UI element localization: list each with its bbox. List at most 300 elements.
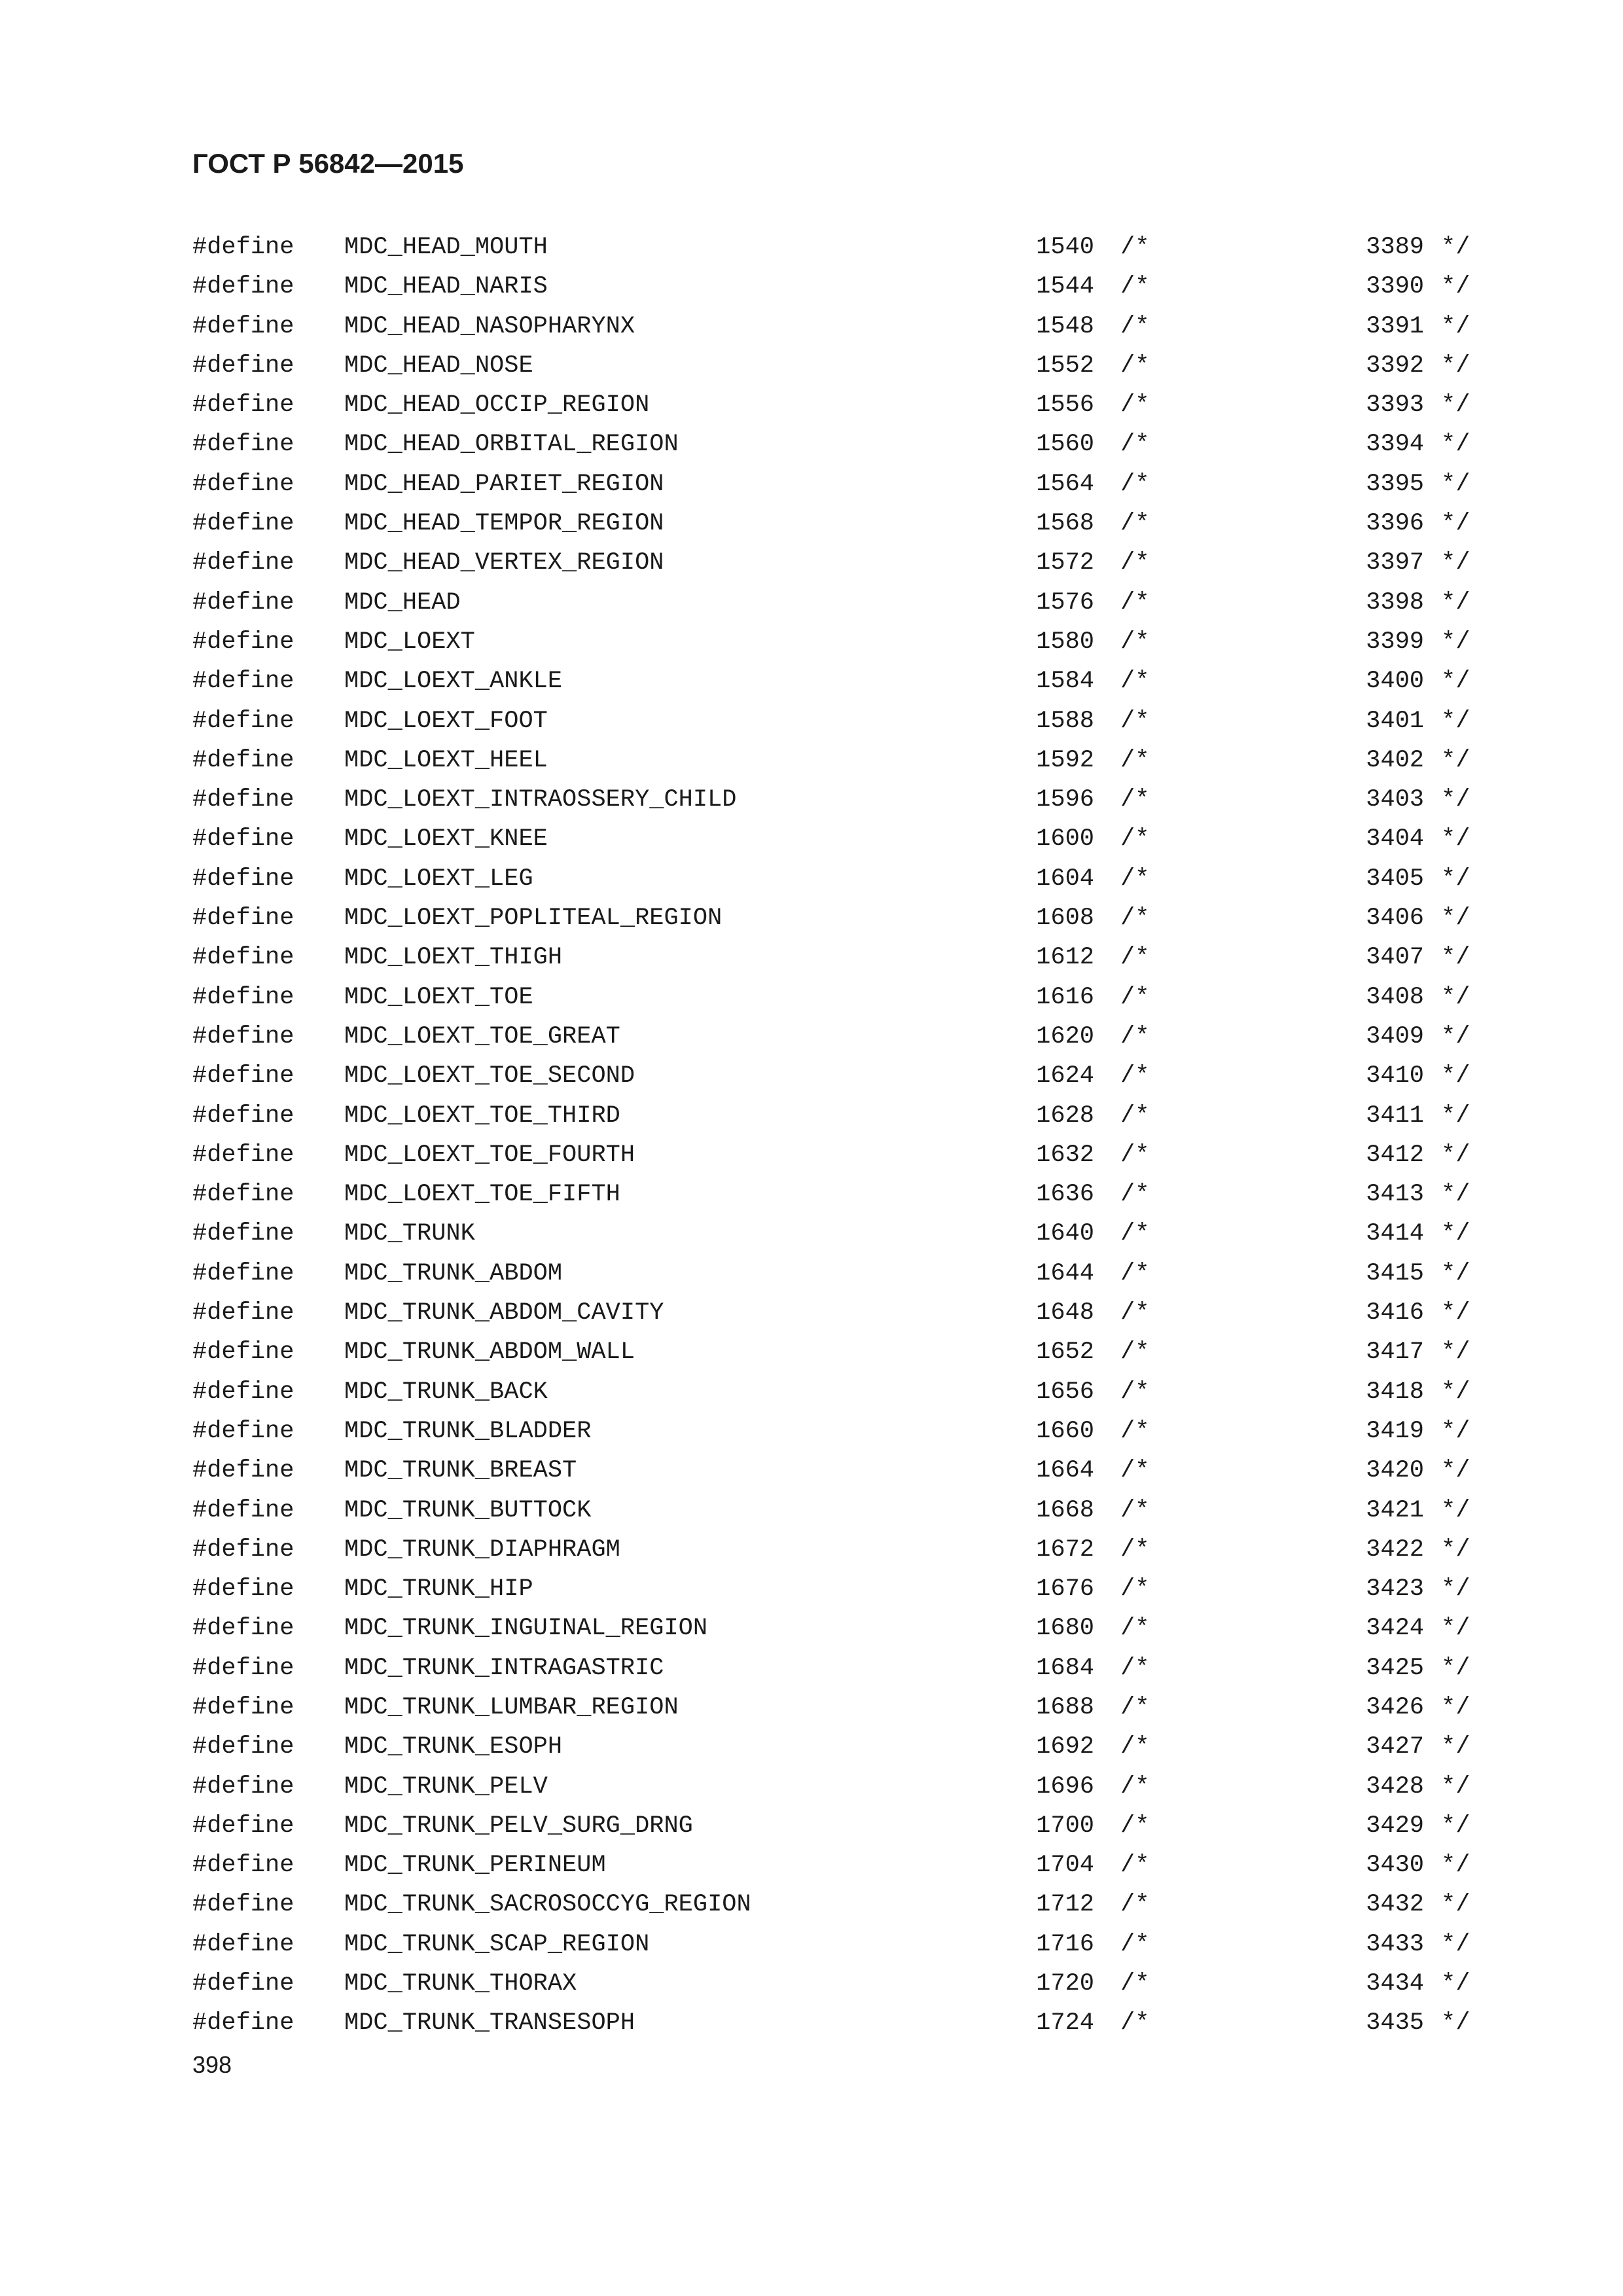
macro-value: 1540 [1036,234,1094,261]
comment-close: */ [1441,1220,1471,1248]
define-keyword: #define [192,1535,294,1564]
define-row [0,1530,1623,1570]
comment-open: /* [1120,1654,1150,1682]
macro-value: 1628 [1036,1102,1094,1130]
code-number: 3407 [1366,944,1424,972]
define-row [0,1767,1623,1806]
code-number: 3435 [1366,2009,1424,2037]
comment-close: */ [1441,1654,1471,1682]
comment-open: /* [1120,234,1150,261]
define-row [0,543,1623,583]
define-row [0,1885,1623,1924]
comment-close: */ [1441,944,1471,972]
macro-value: 1616 [1036,983,1094,1011]
macro-name: MDC_TRUNK_INTRAGASTRIC [344,1654,664,1682]
code-number: 3418 [1366,1378,1424,1406]
macro-name: MDC_HEAD_TEMPOR_REGION [344,510,664,538]
macro-name: MDC_HEAD_ORBITAL_REGION [344,431,679,459]
define-keyword: #define [192,470,294,498]
define-row [0,1609,1623,1648]
code-number: 3426 [1366,1693,1424,1721]
define-row [0,346,1623,386]
define-keyword: #define [192,234,294,261]
code-number: 3413 [1366,1181,1424,1209]
macro-value: 1640 [1036,1220,1094,1248]
comment-open: /* [1120,786,1150,814]
code-number: 3421 [1366,1496,1424,1524]
macro-name: MDC_LOEXT_TOE_FOURTH [344,1141,635,1169]
code-number: 3393 [1366,391,1424,420]
macro-name: MDC_TRUNK_BLADDER [344,1417,592,1445]
define-keyword: #define [192,1891,294,1919]
comment-close: */ [1441,351,1471,380]
comment-close: */ [1441,825,1471,853]
define-row [0,978,1623,1017]
define-row [0,1491,1623,1530]
macro-name: MDC_LOEXT [344,628,475,656]
code-number: 3400 [1366,668,1424,696]
comment-open: /* [1120,1615,1150,1643]
comment-open: /* [1120,391,1150,420]
comment-close: */ [1441,1062,1471,1090]
define-keyword: #define [192,1930,294,1958]
define-row [0,465,1623,504]
define-row [0,425,1623,464]
define-keyword: #define [192,1970,294,1998]
comment-open: /* [1120,1457,1150,1485]
comment-close: */ [1441,549,1471,577]
define-keyword: #define [192,1220,294,1248]
define-keyword: #define [192,1812,294,1840]
comment-close: */ [1441,865,1471,893]
macro-value: 1692 [1036,1733,1094,1761]
comment-open: /* [1120,273,1150,301]
macro-name: MDC_LOEXT_TOE_GREAT [344,1022,620,1050]
define-keyword: #define [192,707,294,735]
define-row [0,386,1623,425]
macro-value: 1652 [1036,1338,1094,1367]
comment-close: */ [1441,1141,1471,1169]
macro-value: 1672 [1036,1535,1094,1564]
macro-name: MDC_HEAD_NASOPHARYNX [344,312,635,340]
comment-close: */ [1441,905,1471,933]
code-listing [0,228,1623,2043]
comment-open: /* [1120,1102,1150,1130]
comment-close: */ [1441,707,1471,735]
comment-open: /* [1120,905,1150,933]
define-keyword: #define [192,1022,294,1050]
define-keyword: #define [192,1181,294,1209]
code-number: 3406 [1366,905,1424,933]
macro-name: MDC_HEAD_PARIET_REGION [344,470,664,498]
define-row [0,1096,1623,1136]
comment-open: /* [1120,746,1150,774]
macro-value: 1696 [1036,1772,1094,1801]
code-number: 3419 [1366,1417,1424,1445]
comment-close: */ [1441,1535,1471,1564]
define-keyword: #define [192,312,294,340]
code-number: 3429 [1366,1812,1424,1840]
macro-value: 1716 [1036,1930,1094,1958]
code-number: 3405 [1366,865,1424,893]
define-keyword: #define [192,1378,294,1406]
define-keyword: #define [192,1733,294,1761]
comment-open: /* [1120,1022,1150,1050]
macro-value: 1636 [1036,1181,1094,1209]
macro-value: 1600 [1036,825,1094,853]
define-keyword: #define [192,431,294,459]
define-keyword: #define [192,944,294,972]
comment-close: */ [1441,1102,1471,1130]
code-number: 3432 [1366,1891,1424,1919]
comment-close: */ [1441,1496,1471,1524]
define-keyword: #define [192,865,294,893]
comment-close: */ [1441,1259,1471,1287]
comment-open: /* [1120,628,1150,656]
macro-name: MDC_LOEXT_TOE_SECOND [344,1062,635,1090]
macro-value: 1668 [1036,1496,1094,1524]
define-keyword: #define [192,1299,294,1327]
comment-open: /* [1120,825,1150,853]
code-number: 3427 [1366,1733,1424,1761]
define-row [0,1372,1623,1412]
macro-value: 1552 [1036,351,1094,380]
document-header: ГОСТ Р 56842—2015 [192,148,464,179]
macro-value: 1680 [1036,1615,1094,1643]
comment-close: */ [1441,668,1471,696]
comment-open: /* [1120,1733,1150,1761]
comment-close: */ [1441,588,1471,617]
comment-close: */ [1441,391,1471,420]
macro-value: 1576 [1036,588,1094,617]
define-row [0,1846,1623,1885]
comment-open: /* [1120,2009,1150,2037]
macro-name: MDC_TRUNK_PERINEUM [344,1852,606,1880]
comment-open: /* [1120,1181,1150,1209]
macro-name: MDC_TRUNK_HIP [344,1575,533,1604]
macro-name: MDC_LOEXT_FOOT [344,707,548,735]
comment-open: /* [1120,1772,1150,1801]
code-number: 3395 [1366,470,1424,498]
define-keyword: #define [192,2009,294,2037]
code-number: 3415 [1366,1259,1424,1287]
code-number: 3422 [1366,1535,1424,1564]
macro-name: MDC_TRUNK_ABDOM [344,1259,563,1287]
comment-open: /* [1120,1062,1150,1090]
macro-value: 1588 [1036,707,1094,735]
macro-value: 1684 [1036,1654,1094,1682]
define-row [0,1964,1623,2003]
code-number: 3416 [1366,1299,1424,1327]
comment-open: /* [1120,549,1150,577]
comment-open: /* [1120,1693,1150,1721]
define-row [0,859,1623,899]
comment-open: /* [1120,470,1150,498]
code-number: 3410 [1366,1062,1424,1090]
comment-open: /* [1120,1338,1150,1367]
macro-value: 1620 [1036,1022,1094,1050]
macro-value: 1660 [1036,1417,1094,1445]
define-keyword: #define [192,825,294,853]
macro-value: 1548 [1036,312,1094,340]
macro-name: MDC_TRUNK_INGUINAL_REGION [344,1615,708,1643]
macro-name: MDC_LOEXT_HEEL [344,746,548,774]
code-number: 3392 [1366,351,1424,380]
code-number: 3397 [1366,549,1424,577]
comment-close: */ [1441,312,1471,340]
macro-value: 1724 [1036,2009,1094,2037]
comment-close: */ [1441,1891,1471,1919]
define-row [0,1333,1623,1372]
define-keyword: #define [192,668,294,696]
macro-name: MDC_LOEXT_POPLITEAL_REGION [344,905,722,933]
code-number: 3396 [1366,510,1424,538]
macro-name: MDC_LOEXT_THIGH [344,944,563,972]
comment-open: /* [1120,668,1150,696]
comment-open: /* [1120,944,1150,972]
comment-close: */ [1441,234,1471,261]
macro-value: 1584 [1036,668,1094,696]
macro-value: 1568 [1036,510,1094,538]
code-number: 3420 [1366,1457,1424,1485]
comment-open: /* [1120,1299,1150,1327]
macro-name: MDC_LOEXT_TOE_THIRD [344,1102,620,1130]
macro-name: MDC_TRUNK_DIAPHRAGM [344,1535,620,1564]
code-number: 3391 [1366,312,1424,340]
comment-open: /* [1120,1378,1150,1406]
define-row [0,1649,1623,1688]
macro-value: 1624 [1036,1062,1094,1090]
macro-name: MDC_HEAD_MOUTH [344,234,548,261]
macro-value: 1572 [1036,549,1094,577]
define-row [0,504,1623,543]
define-keyword: #define [192,588,294,617]
define-row [0,1727,1623,1767]
comment-close: */ [1441,1022,1471,1050]
macro-name: MDC_TRUNK_BUTTOCK [344,1496,592,1524]
macro-name: MDC_TRUNK [344,1220,475,1248]
macro-value: 1560 [1036,431,1094,459]
define-keyword: #define [192,1417,294,1445]
comment-open: /* [1120,865,1150,893]
code-number: 3409 [1366,1022,1424,1050]
code-number: 3411 [1366,1102,1424,1130]
code-number: 3430 [1366,1852,1424,1880]
code-number: 3417 [1366,1338,1424,1367]
comment-close: */ [1441,1338,1471,1367]
define-keyword: #define [192,746,294,774]
macro-value: 1608 [1036,905,1094,933]
macro-value: 1656 [1036,1378,1094,1406]
macro-value: 1596 [1036,786,1094,814]
comment-open: /* [1120,1496,1150,1524]
comment-open: /* [1120,707,1150,735]
macro-value: 1564 [1036,470,1094,498]
code-number: 3425 [1366,1654,1424,1682]
define-keyword: #define [192,1654,294,1682]
macro-name: MDC_TRUNK_LUMBAR_REGION [344,1693,679,1721]
macro-name: MDC_HEAD_VERTEX_REGION [344,549,664,577]
comment-close: */ [1441,1575,1471,1604]
define-row [0,899,1623,938]
code-number: 3433 [1366,1930,1424,1958]
macro-name: MDC_TRUNK_ABDOM_WALL [344,1338,635,1367]
comment-open: /* [1120,1970,1150,1998]
define-row [0,1017,1623,1056]
comment-close: */ [1441,983,1471,1011]
macro-name: MDC_TRUNK_TRANSESOPH [344,2009,635,2037]
define-keyword: #define [192,1259,294,1287]
comment-open: /* [1120,1535,1150,1564]
define-keyword: #define [192,1693,294,1721]
define-row [0,307,1623,346]
define-keyword: #define [192,510,294,538]
define-keyword: #define [192,1141,294,1169]
define-row [0,1254,1623,1293]
define-row [0,2003,1623,2043]
define-row [0,1293,1623,1333]
code-number: 3408 [1366,983,1424,1011]
define-keyword: #define [192,905,294,933]
macro-value: 1648 [1036,1299,1094,1327]
macro-value: 1700 [1036,1812,1094,1840]
macro-name: MDC_TRUNK_PELV_SURG_DRNG [344,1812,693,1840]
comment-open: /* [1120,312,1150,340]
comment-open: /* [1120,1930,1150,1958]
define-row [0,662,1623,701]
define-keyword: #define [192,1852,294,1880]
comment-close: */ [1441,1812,1471,1840]
define-keyword: #define [192,786,294,814]
comment-open: /* [1120,1812,1150,1840]
define-row [0,741,1623,780]
comment-close: */ [1441,1181,1471,1209]
comment-open: /* [1120,1417,1150,1445]
code-number: 3423 [1366,1575,1424,1604]
macro-name: MDC_TRUNK_SACROSOCCYG_REGION [344,1891,751,1919]
define-keyword: #define [192,983,294,1011]
macro-value: 1604 [1036,865,1094,893]
define-keyword: #define [192,1575,294,1604]
comment-open: /* [1120,1259,1150,1287]
comment-close: */ [1441,1772,1471,1801]
comment-close: */ [1441,1733,1471,1761]
define-row [0,228,1623,267]
comment-close: */ [1441,1852,1471,1880]
comment-close: */ [1441,1299,1471,1327]
macro-value: 1664 [1036,1457,1094,1485]
macro-value: 1612 [1036,944,1094,972]
define-row [0,622,1623,662]
code-number: 3398 [1366,588,1424,617]
comment-open: /* [1120,351,1150,380]
comment-close: */ [1441,1417,1471,1445]
code-number: 3403 [1366,786,1424,814]
macro-value: 1720 [1036,1970,1094,1998]
comment-open: /* [1120,431,1150,459]
macro-value: 1580 [1036,628,1094,656]
comment-close: */ [1441,1930,1471,1958]
define-row [0,1175,1623,1214]
define-keyword: #define [192,1338,294,1367]
code-number: 3414 [1366,1220,1424,1248]
code-number: 3390 [1366,273,1424,301]
macro-value: 1544 [1036,273,1094,301]
code-number: 3412 [1366,1141,1424,1169]
macro-value: 1632 [1036,1141,1094,1169]
macro-name: MDC_HEAD [344,588,461,617]
comment-close: */ [1441,1615,1471,1643]
code-number: 3402 [1366,746,1424,774]
define-row [0,1136,1623,1175]
define-row [0,780,1623,819]
code-number: 3434 [1366,1970,1424,1998]
comment-close: */ [1441,1970,1471,1998]
define-keyword: #define [192,1772,294,1801]
comment-open: /* [1120,1141,1150,1169]
define-keyword: #define [192,391,294,420]
comment-close: */ [1441,1457,1471,1485]
code-number: 3428 [1366,1772,1424,1801]
macro-value: 1644 [1036,1259,1094,1287]
define-keyword: #define [192,1496,294,1524]
comment-close: */ [1441,1693,1471,1721]
define-row [0,1412,1623,1451]
macro-name: MDC_TRUNK_ABDOM_CAVITY [344,1299,664,1327]
define-row [0,583,1623,622]
define-keyword: #define [192,1457,294,1485]
page-number: 398 [192,2051,232,2078]
macro-value: 1592 [1036,746,1094,774]
macro-value: 1704 [1036,1852,1094,1880]
define-keyword: #define [192,549,294,577]
comment-open: /* [1120,510,1150,538]
define-keyword: #define [192,273,294,301]
comment-close: */ [1441,470,1471,498]
define-row [0,1688,1623,1727]
comment-close: */ [1441,510,1471,538]
define-row [0,702,1623,741]
macro-value: 1712 [1036,1891,1094,1919]
comment-open: /* [1120,983,1150,1011]
define-row [0,1214,1623,1253]
define-row [0,938,1623,977]
macro-name: MDC_TRUNK_THORAX [344,1970,577,1998]
define-keyword: #define [192,351,294,380]
comment-close: */ [1441,786,1471,814]
define-keyword: #define [192,1615,294,1643]
macro-name: MDC_HEAD_NOSE [344,351,533,380]
define-row [0,1451,1623,1490]
code-number: 3424 [1366,1615,1424,1643]
comment-open: /* [1120,1220,1150,1248]
define-row [0,1806,1623,1846]
comment-open: /* [1120,1852,1150,1880]
comment-close: */ [1441,431,1471,459]
macro-name: MDC_LOEXT_TOE [344,983,533,1011]
macro-name: MDC_HEAD_OCCIP_REGION [344,391,650,420]
define-row [0,1056,1623,1096]
define-keyword: #define [192,1102,294,1130]
macro-name: MDC_TRUNK_SCAP_REGION [344,1930,650,1958]
macro-value: 1688 [1036,1693,1094,1721]
comment-open: /* [1120,588,1150,617]
comment-close: */ [1441,746,1471,774]
code-number: 3389 [1366,234,1424,261]
macro-name: MDC_LOEXT_ANKLE [344,668,563,696]
macro-name: MDC_HEAD_NARIS [344,273,548,301]
macro-name: MDC_TRUNK_BREAST [344,1457,577,1485]
